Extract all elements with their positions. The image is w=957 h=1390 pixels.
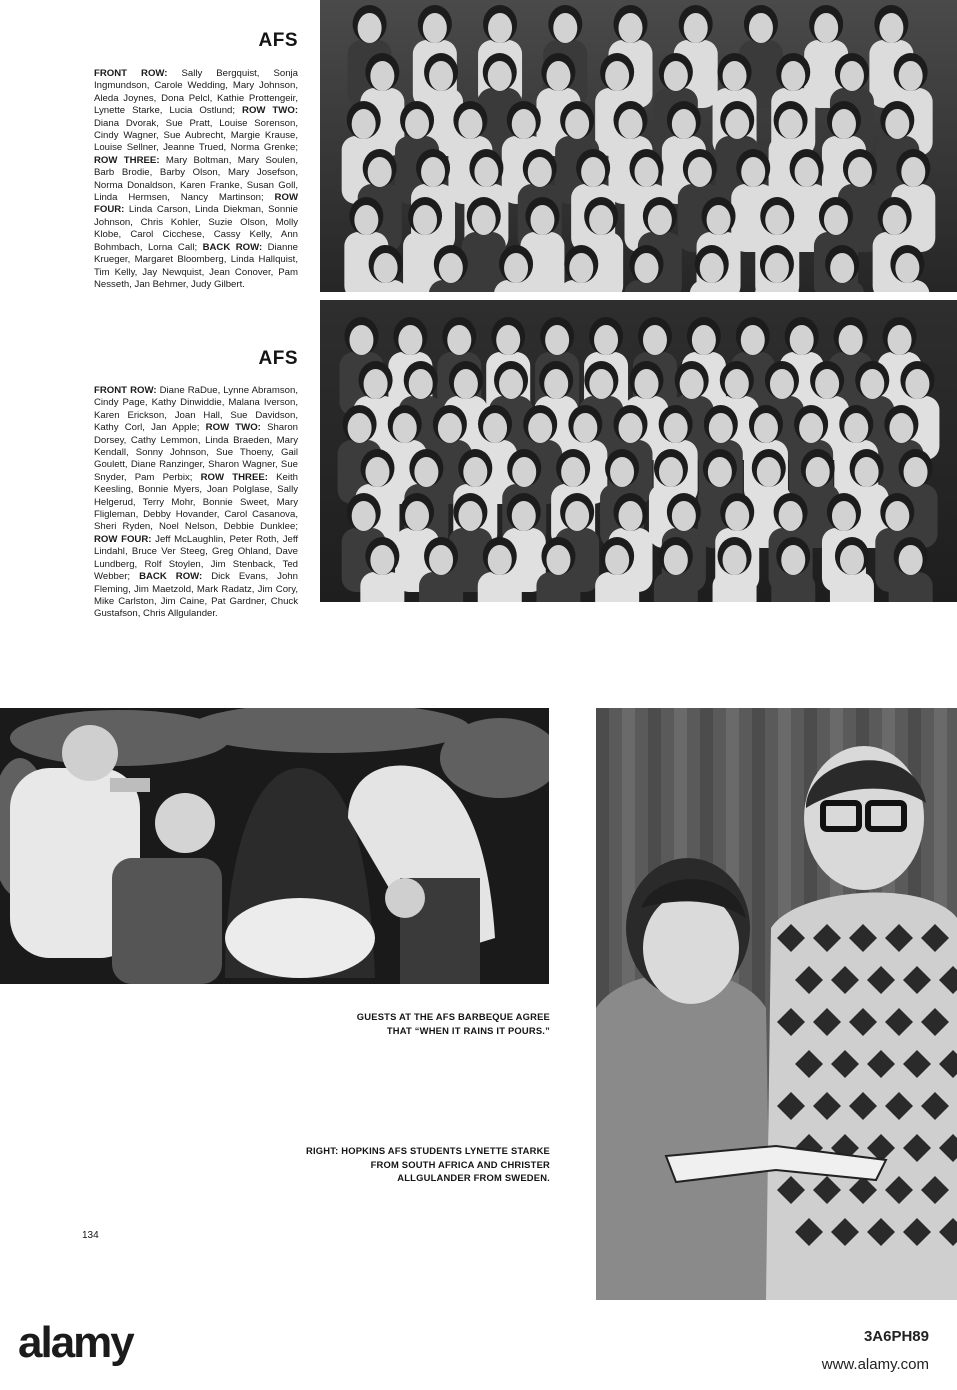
person-face <box>573 413 597 443</box>
stock-footer <box>0 1300 957 1390</box>
person-face <box>832 501 856 531</box>
person-face <box>530 205 554 235</box>
person-face <box>370 545 394 575</box>
person-body <box>771 572 815 602</box>
person-face <box>374 253 398 283</box>
person-face <box>905 369 929 399</box>
person-body <box>478 572 522 602</box>
person-face <box>781 545 805 575</box>
person-face <box>904 457 928 487</box>
person-face <box>885 501 909 531</box>
person-face <box>885 109 909 139</box>
s1-row-label: ROW TWO: <box>242 105 299 117</box>
person-face <box>839 325 863 355</box>
person-face <box>648 205 672 235</box>
s1-row-label: FRONT ROW: <box>94 68 168 79</box>
person-face <box>512 109 536 139</box>
person-face <box>664 545 688 575</box>
s1-row-label: BACK ROW: <box>202 241 263 253</box>
person-face <box>439 253 463 283</box>
person-face <box>458 109 482 139</box>
person-face <box>709 413 733 443</box>
person-face <box>421 157 445 187</box>
person-face <box>659 457 683 487</box>
person-body <box>595 572 639 602</box>
person-face <box>619 109 643 139</box>
person-face <box>883 205 907 235</box>
person-face <box>499 369 523 399</box>
person-face <box>429 61 453 91</box>
s1-row-label: ROW FOUR: <box>94 192 298 216</box>
s2-row-label: ROW TWO: <box>205 422 261 434</box>
alamy-logo: alamy <box>18 1318 133 1367</box>
person-face <box>664 61 688 91</box>
person-body <box>889 572 933 602</box>
students-photo <box>596 708 957 1300</box>
section2-roster <box>94 385 298 621</box>
person-face <box>474 157 498 187</box>
person-face <box>488 13 512 43</box>
s1-row-label: ROW THREE: <box>94 154 160 166</box>
person-face <box>370 61 394 91</box>
person-face <box>368 157 392 187</box>
person-face <box>749 13 773 43</box>
person-face <box>832 109 856 139</box>
s1-row-names: Sally Bergquist, Sonja Ingmundson, Carole Wedding, Mary Johnson, Aleda Joynes, Dona Pelcl, Kathie Prottengeir, Lynette Starke, Lucia Ostlund; <box>94 68 298 117</box>
s2-row-label: ROW THREE: <box>200 471 268 483</box>
person-face <box>723 61 747 91</box>
students-caption: RIGHT: HOPKINS AFS STUDENTS LYNETTE STARKE FROM SOUTH AFRICA AND CHRISTER ALLGULANDER FROM SWEDEN. <box>305 1145 550 1183</box>
s2-row-names: Sharon Dorsey, Cathy Lemmon, Linda Braeden, Mary Kendall, Sonny Johnson, Sue Thoeny, Gail Goulett, Diane Ranzinger, Sharon Wagner, Sue Snyder, Pam Perbix; <box>94 422 298 483</box>
person-face <box>358 13 382 43</box>
person-face <box>589 205 613 235</box>
person-face <box>664 413 688 443</box>
barbeque-caption: GUESTS AT THE AFS BARBEQUE AGREE THAT “WHEN IT RAINS IT POURS.” <box>356 1011 550 1036</box>
person-face <box>619 413 643 443</box>
person-face <box>765 205 789 235</box>
person-face <box>512 501 536 531</box>
crowd-figures <box>342 5 936 292</box>
s2-row-label: FRONT ROW: <box>94 385 157 396</box>
person-face <box>844 413 868 443</box>
person-face <box>405 501 429 531</box>
s2-row-names: Keith Keesling, Bonnie Myers, Joan Polglase, Sally Helgerud, Terry Mohr, Bonnie Sweet, Mary Fligleman, Debby Hovander, Carol Casanova, Sheri Ryden, Noel Nelson, Debbie Dunklee; <box>94 471 298 533</box>
person-face <box>741 157 765 187</box>
group-photo-girls <box>320 0 957 292</box>
person-face <box>779 109 803 139</box>
person-face <box>398 325 422 355</box>
person-face <box>528 413 552 443</box>
person-body <box>830 572 874 602</box>
person-face <box>899 545 923 575</box>
person-face <box>855 457 879 487</box>
person-face <box>688 157 712 187</box>
person-face <box>815 369 839 399</box>
person-face <box>707 205 731 235</box>
person-face <box>504 253 528 283</box>
page-number: 134 <box>82 1230 99 1241</box>
person-face <box>770 369 794 399</box>
person-body <box>536 572 580 602</box>
person-face <box>741 325 765 355</box>
person-face <box>512 457 536 487</box>
s2-row-label: BACK ROW: <box>139 571 203 583</box>
s1-row-names: Dianne Krueger, Margaret Bloomberg, Linda Hallquist, Tim Kelly, Jay Newquist, Jean Conover, Pam Nesseth, Jan Behmer, Judy Gilbert. <box>94 241 299 290</box>
person-face <box>725 501 749 531</box>
person-face <box>888 325 912 355</box>
person-face <box>546 61 570 91</box>
person-face <box>413 205 437 235</box>
s1-row-names: Linda Carson, Linda Diekman, Sonnie Johnson, Chris Kohler, Suzie Olson, Molly Klobe, Carol Cicchese, Cassy Kelly, Ann Bohmbach, Lorna Call; <box>94 204 298 253</box>
s1-row-names: Mary Boltman, Mary Soulen, Barb Brodie, Barby Olson, Mary Josefson, Norma Donaldson, Karen Franke, Susan Goll, Linda Hermsen, Nancy Martinson; <box>94 154 298 204</box>
person-face <box>565 501 589 531</box>
person-face <box>754 413 778 443</box>
person-face <box>708 457 732 487</box>
person-face <box>781 61 805 91</box>
person-face <box>605 61 629 91</box>
person-face <box>700 253 724 283</box>
person-face <box>561 457 585 487</box>
crowd-figures <box>338 317 940 602</box>
person-face <box>594 325 618 355</box>
person-face <box>496 325 520 355</box>
person-face <box>610 457 634 487</box>
person-face <box>423 13 447 43</box>
person-face <box>860 369 884 399</box>
person-face <box>605 545 629 575</box>
person-face <box>848 157 872 187</box>
person-face <box>725 369 749 399</box>
group-photo-mixed <box>320 300 957 602</box>
person-face <box>429 545 453 575</box>
s2-row-names: Diane RaDue, Lynne Abramson, Cindy Page, Kathy Dinwiddie, Malana Iverson, Karen Erickson, Joan Hall, Sue Davidson, Kathy Corl, Jan Apple; <box>94 385 298 434</box>
person-face <box>799 413 823 443</box>
s2-row-names: Dick Evans, John Fleming, Jim Maetzold, Mark Radatz, Jim Cory, Mike Carlston, Jim Caine, Pat Gardner, Chuck Gustafson, Chris Allgulander. <box>94 571 298 620</box>
person-face <box>895 253 919 283</box>
person-face <box>899 61 923 91</box>
person-face <box>354 205 378 235</box>
section1-heading: AFS <box>258 30 298 51</box>
person-face <box>528 157 552 187</box>
person-face <box>757 457 781 487</box>
person-face <box>565 109 589 139</box>
person-face <box>365 457 389 487</box>
person-face <box>840 61 864 91</box>
person-face <box>488 545 512 575</box>
person-face <box>806 457 830 487</box>
person-body <box>654 572 698 602</box>
person-face <box>814 13 838 43</box>
person-face <box>901 157 925 187</box>
person-face <box>488 61 512 91</box>
group-photo-mixed-art <box>320 300 957 602</box>
person-face <box>348 413 372 443</box>
person-face <box>483 413 507 443</box>
person-face <box>879 13 903 43</box>
person-face <box>692 325 716 355</box>
person-face <box>889 413 913 443</box>
person-face <box>545 325 569 355</box>
person-face <box>680 369 704 399</box>
person-face <box>352 501 376 531</box>
site-url[interactable]: www.alamy.com <box>821 1356 929 1373</box>
person-body <box>419 572 463 602</box>
s2-row-names: Jeff McLaughlin, Peter Roth, Jeff Lindahl, Bruce Ver Steeg, Greg Ohland, Dave Lundberg, Rolf Stoylen, Jim Stenback, Ted Webber; <box>94 533 298 583</box>
s1-row-names: Diana Dvorak, Sue Pratt, Louise Sorenson, Cindy Wagner, Sue Aubrecht, Margie Krause, Louise Sellner, Jeanne Trued, Norma Grenke; <box>94 117 298 154</box>
person-face <box>795 157 819 187</box>
person-face <box>830 253 854 283</box>
person-face <box>779 501 803 531</box>
person-face <box>454 369 478 399</box>
person-face <box>349 325 373 355</box>
students-photo-art <box>596 708 957 1300</box>
person-face <box>364 369 388 399</box>
person-body <box>462 232 506 292</box>
person-face <box>643 325 667 355</box>
person-face <box>619 501 643 531</box>
person-face <box>546 545 570 575</box>
person-face <box>581 157 605 187</box>
person-face <box>723 545 747 575</box>
section1-roster <box>94 68 298 291</box>
person-face <box>393 413 417 443</box>
person-face <box>463 457 487 487</box>
person-body <box>713 572 757 602</box>
barbeque-photo-art <box>0 708 549 984</box>
person-face <box>553 13 577 43</box>
person-face <box>352 109 376 139</box>
person-face <box>544 369 568 399</box>
person-face <box>635 253 659 283</box>
barbeque-photo <box>0 708 549 984</box>
person-body <box>360 572 404 602</box>
person-face <box>414 457 438 487</box>
person-face <box>790 325 814 355</box>
person-face <box>824 205 848 235</box>
person-face <box>672 501 696 531</box>
s2-row-label: ROW FOUR: <box>94 533 152 545</box>
person-face <box>635 157 659 187</box>
person-face <box>725 109 749 139</box>
person-face <box>589 369 613 399</box>
person-face <box>458 501 482 531</box>
person-face <box>409 369 433 399</box>
person-face <box>635 369 659 399</box>
person-face <box>569 253 593 283</box>
person-face <box>619 13 643 43</box>
person-face <box>684 13 708 43</box>
group-photo-girls-art <box>320 0 957 292</box>
person-face <box>472 205 496 235</box>
person-face <box>672 109 696 139</box>
person-face <box>765 253 789 283</box>
person-face <box>438 413 462 443</box>
section2-heading: AFS <box>258 348 298 369</box>
person-face <box>405 109 429 139</box>
person-face <box>447 325 471 355</box>
person-face <box>840 545 864 575</box>
image-id: 3A6PH89 <box>863 1328 929 1345</box>
